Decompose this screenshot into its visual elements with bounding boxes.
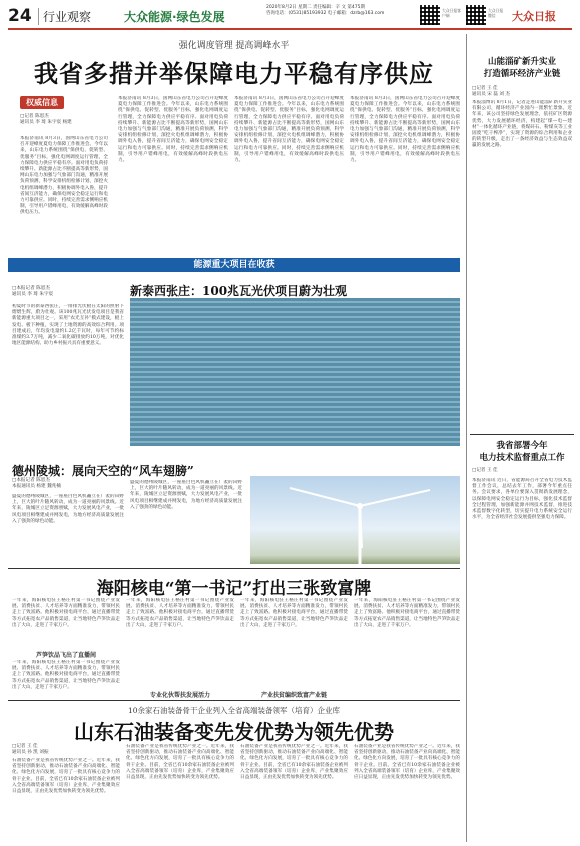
wind-headline: 德州陵城：展向天空的“风车翅膀” xyxy=(12,464,194,478)
nuclear-body-col4: 一年来，海阳核电驻王格庄村第一书记围绕产业发展、消费扶贫、人才培养等方面精准发力，带领村民走上了致富路。他积极对接电商平台，通过直播带货等方式拓宽农产品销售渠道，让当地特色芦笋饮品走出了大山，走进了千家万户。 xyxy=(354,598,460,628)
lead-body-col3: 本报济南讯 8月3日，国网山东省电力公司召开迎峰度夏电力保障工作推进会。今年以来，山东电力系统围绕“保供电、促转型、优服务”目标，强化电网调度运行管理，全力保障电力供应平稳有序。面对用电负荷持续攀升、新能源占比不断提高等新形势，国网山东电力加强与气象部门沟通，精准开展负荷预测，科学安排机组检修计划，深挖火电机组调峰潜力，积极协调外电入鲁，提升省间互济能力，确保电网安全稳定运行和电力可靠供应。同时，持续完善需求侧响应机制，引导用户错峰用电，有效缓解高峰时段供电压力。 xyxy=(234,96,344,164)
lead-headline: 我省多措并举保障电力平稳有序供应 xyxy=(34,59,434,88)
petroleum-byline: □记者 王 佳 通讯员 孙 凯 刘振 xyxy=(12,744,49,756)
brand-title: 大众能源·绿色发展 xyxy=(124,10,225,24)
lead-byline: □记者 陈恩杰 通讯员 李 琦 朱宇宸 杨建 xyxy=(20,114,72,126)
petroleum-kicker: 10余家石油装备骨干企业列入全省高端装备领军（培育）企业库 xyxy=(127,706,341,715)
nuclear-body-col1: 一年来，海阳核电驻王格庄村第一书记围绕产业发展、消费扶贫、人才培养等方面精准发力，带领村民走上了致富路。他积极对接电商平台，通过直播带货等方式拓宽农产品销售渠道，让当地特色芦笋饮品走出了大山，走进了千家万户。 xyxy=(12,598,120,628)
section-divider-2 xyxy=(8,700,460,701)
section-name: 行业观察 xyxy=(38,8,91,25)
lead-body-col2: 本报济南讯 8月3日，国网山东省电力公司召开迎峰度夏电力保障工作推进会。今年以来，山东电力系统围绕“保供电、促转型、优服务”目标，强化电网调度运行管理，全力保障电力供应平稳有序。面对用电负荷持续攀升、新能源占比不断提高等新形势，国网山东电力加强与气象部门沟通，精准开展负荷预测，科学安排机组检修计划，深挖火电机组调峰潜力，积极协调外电入鲁，提升省间互济能力，确保电网安全稳定运行和电力可靠供应。同时，持续完善需求侧响应机制，引导用户错峰用电，有效缓解高峰时段供电压力。 xyxy=(118,96,228,164)
wind-byline: □本报记者 陈恩杰 本报通讯员 杨建 魏兆楠 xyxy=(12,478,61,490)
issue-line: 2020年8月2日 星期二 责任编辑：辛 文 第475期 xyxy=(266,5,365,10)
sidebar1-byline: □记者 王 佳 通讯员 宋 磊 刘 杰 xyxy=(472,86,510,98)
section-divider xyxy=(8,568,460,569)
wind-turbine-icon xyxy=(250,476,460,564)
qr-label-app: 大众日报客户端 xyxy=(442,8,461,18)
nuclear-body-col1b: 一年来，海阳核电驻王格庄村第一书记围绕产业发展、消费扶贫、人才培养等方面精准发力，带领村民走上了致富路。他积极对接电商平台，通过直播带货等方式拓宽农产品销售渠道，让当地特色芦笋饮品走出了大山，走进了千家万户。 xyxy=(12,660,120,690)
nuclear-subhead-1: 芦笋饮品飞出了直播间 xyxy=(35,652,96,659)
sidebar2-headline: 我省部署今年 电力技术监督重点工作 xyxy=(479,441,565,463)
paper-logo: 大众日报 xyxy=(512,10,556,23)
sidebar1-body: 本报淄博讯 8月1日，记者走进山能淄矿新升实业有限公司，循环经济产业园内一派繁忙景象。近年来，该公司坚持绿色发展理念，依托矿区资源优势，大力发展循环经济，构建起“煤—电—建材”一体化循环产业链，将煤矸石、粉煤灰等工业固废“吃干榨净”，实现了资源的综合利用和企业的转型升级，走出了一条经济效益与生态效益双赢的发展之路。 xyxy=(472,100,572,149)
qr-label-wechat: 大众日报微信 xyxy=(488,8,504,18)
nuclear-body-col2: 一年来，海阳核电驻王格庄村第一书记围绕产业发展、消费扶贫、人才培养等方面精准发力，带领村民走上了致富路。他积极对接电商平台，通过直播带货等方式拓宽农产品销售渠道，让当地特色芦笋饮品走出了大山，走进了千家万户。 xyxy=(126,598,234,628)
qr-code-wechat xyxy=(466,5,486,25)
sidebar2-byline: □记者 王 佳 xyxy=(472,468,498,473)
petroleum-body-col4: 石油装备产业是我省传统优势产业之一。近年来，我省坚持创新驱动，推动石油装备产业向高端化、智能化、绿色化方向发展，培育了一批具有核心竞争力的骨干企业。目前，全省已有10余家石油装备企业被列入全省高端装备领军（培育）企业库，产业集聚效应日益显现，正由先发优势加快转变为领先优势。 xyxy=(354,744,460,781)
page-number: 24 xyxy=(8,6,32,26)
masthead-meta xyxy=(266,5,416,17)
sidebar-separator xyxy=(470,434,574,435)
contact-line: 咨询电话：(0531)85193932 电子邮箱：dzrb@163.com xyxy=(266,11,385,16)
nuclear-body-col3: 一年来，海阳核电驻王格庄村第一书记围绕产业发展、消费扶贫、人才培养等方面精准发力，带领村民走上了致富路。他积极对接电商平台，通过直播带货等方式拓宽农产品销售渠道，让当地特色芦笋饮品走出了大山，走进了千家万户。 xyxy=(240,598,348,628)
nuclear-subhead-3: 产业扶贫编织致富产业链 xyxy=(260,692,327,699)
feature-banner: 能源重大项目在收获 xyxy=(8,258,460,272)
wind-turbine-photo xyxy=(250,476,460,564)
wind-body-col2: 盛夏的德州陵城区，一座座白色风机矗立在广袤的田野上，巨大的叶片随风转动，成为一道亮丽的风景线。近年来，陵城区立足资源禀赋，大力发展风电产业，一批风电项目相继建成并网发电，为地方经济高质量发展注入了强劲的绿色动能。 xyxy=(130,480,242,510)
petroleum-body-col3: 石油装备产业是我省传统优势产业之一。近年来，我省坚持创新驱动，推动石油装备产业向高端化、智能化、绿色化方向发展，培育了一批具有核心竞争力的骨干企业。目前，全省已有10余家石油装备企业被列入全省高端装备领军（培育）企业库，产业集聚效应日益显现，正由先发优势加快转变为领先优势。 xyxy=(240,744,348,781)
nuclear-headline: 海阳核电“第一书记”打出三张致富牌 xyxy=(96,579,372,599)
petroleum-body-col2: 石油装备产业是我省传统优势产业之一。近年来，我省坚持创新驱动，推动石油装备产业向高端化、智能化、绿色化方向发展，培育了一批具有核心竞争力的骨干企业。目前，全省已有10余家石油装备企业被列入全省高端装备领军（培育）企业库，产业集聚效应日益显现，正由先发优势加快转变为领先优势。 xyxy=(126,744,234,781)
petroleum-body-col1: 石油装备产业是我省传统优势产业之一。近年来，我省坚持创新驱动，推动石油装备产业向高端化、智能化、绿色化方向发展，培育了一批具有核心竞争力的骨干企业。目前，全省已有10余家石油装备企业被列入全省高端装备领军（培育）企业库，产业集聚效应日益显现，正由先发优势加快转变为领先优势。 xyxy=(12,758,120,795)
lead-body-col1: 本报济南讯 8月3日，国网山东省电力公司召开迎峰度夏电力保障工作推进会。今年以来，山东电力系统围绕“保供电、促转型、优服务”目标，强化电网调度运行管理，全力保障电力供应平稳有序。面对用电负荷持续攀升、新能源占比不断提高等新形势，国网山东电力加强与气象部门沟通，精准开展负荷预测，科学安排机组检修计划，深挖火电机组调峰潜力，积极协调外电入鲁，提升省间互济能力，确保电网安全稳定运行和电力可靠供应。同时，持续完善需求侧响应机制，引导用户错峰用电，有效缓解高峰时段供电压力。 xyxy=(20,136,108,216)
petroleum-headline: 山东石油装备变先发优势为领先优势 xyxy=(74,720,394,744)
wind-body-col1: 盛夏的德州陵城区，一座座白色风机矗立在广袤的田野上，巨大的叶片随风转动，成为一道亮丽的风景线。近年来，陵城区立足资源禀赋，大力发展风电产业，一批风电项目相继建成并网发电，为地方经济高质量发展注入了强劲的绿色动能。 xyxy=(12,494,124,524)
lead-kicker: 强化调度管理 提高调峰水平 xyxy=(178,41,290,51)
qr-code-app xyxy=(420,5,440,25)
nuclear-subhead-2: 专业化伙帮扶发展活力 xyxy=(149,692,210,699)
sidebar1-headline: 山能淄矿新升实业 打造循环经济产业链 xyxy=(483,57,561,79)
solar-body: 初夏时节的新泰西张庄，一排排光伏板在太阳的照射下熠熠生辉，蔚为壮观。该100兆瓦光伏发电项目是我省新能源重大项目之一，采用“农光互补”模式建设，板上发电、板下种植，实现了土地资源的高效综合利用。项目建成后，年均发电量约1.2亿千瓦时，每年可节约标准煤约3.7万吨，减少二氧化碳排放约10万吨，对优化地区能源结构、助力乡村振兴具有重要意义。 xyxy=(12,304,124,347)
solar-headline: 新泰西张庄：100兆瓦光伏项目蔚为壮观 xyxy=(130,284,348,298)
solar-farm-photo xyxy=(130,298,460,446)
lead-body-col4: 本报济南讯 8月3日，国网山东省电力公司召开迎峰度夏电力保障工作推进会。今年以来，山东电力系统围绕“保供电、促转型、优服务”目标，强化电网调度运行管理，全力保障电力供应平稳有序。面对用电负荷持续攀升、新能源占比不断提高等新形势，国网山东电力加强与气象部门沟通，精准开展负荷预测，科学安排机组检修计划，深挖火电机组调峰潜力，积极协调外电入鲁，提升省间互济能力，确保电网安全稳定运行和电力可靠供应。同时，持续完善需求侧响应机制，引导用户错峰用电，有效缓解高峰时段供电压力。 xyxy=(350,96,460,164)
solar-byline: □本报记者 陈恩杰 通讯员 李 琦 朱宇宸 xyxy=(12,286,54,298)
authority-badge: 权威信息 xyxy=(20,96,64,109)
masthead-rule xyxy=(8,28,572,30)
sidebar2-body: 本报济南讯 近日，省能源局召开全省电力技术监督工作会议，总结去年工作，部署今年重点任务。会议要求，各单位要深入贯彻新发展理念，以保障电网安全稳定运行为目标，强化技术监督全过程管理，加强新能源并网技术监督，推进技术监督数字化转型，切实提升电力系统安全运行水平，为全省经济社会发展提供坚强电力保障。 xyxy=(472,478,572,521)
sidebar-divider xyxy=(466,34,467,842)
